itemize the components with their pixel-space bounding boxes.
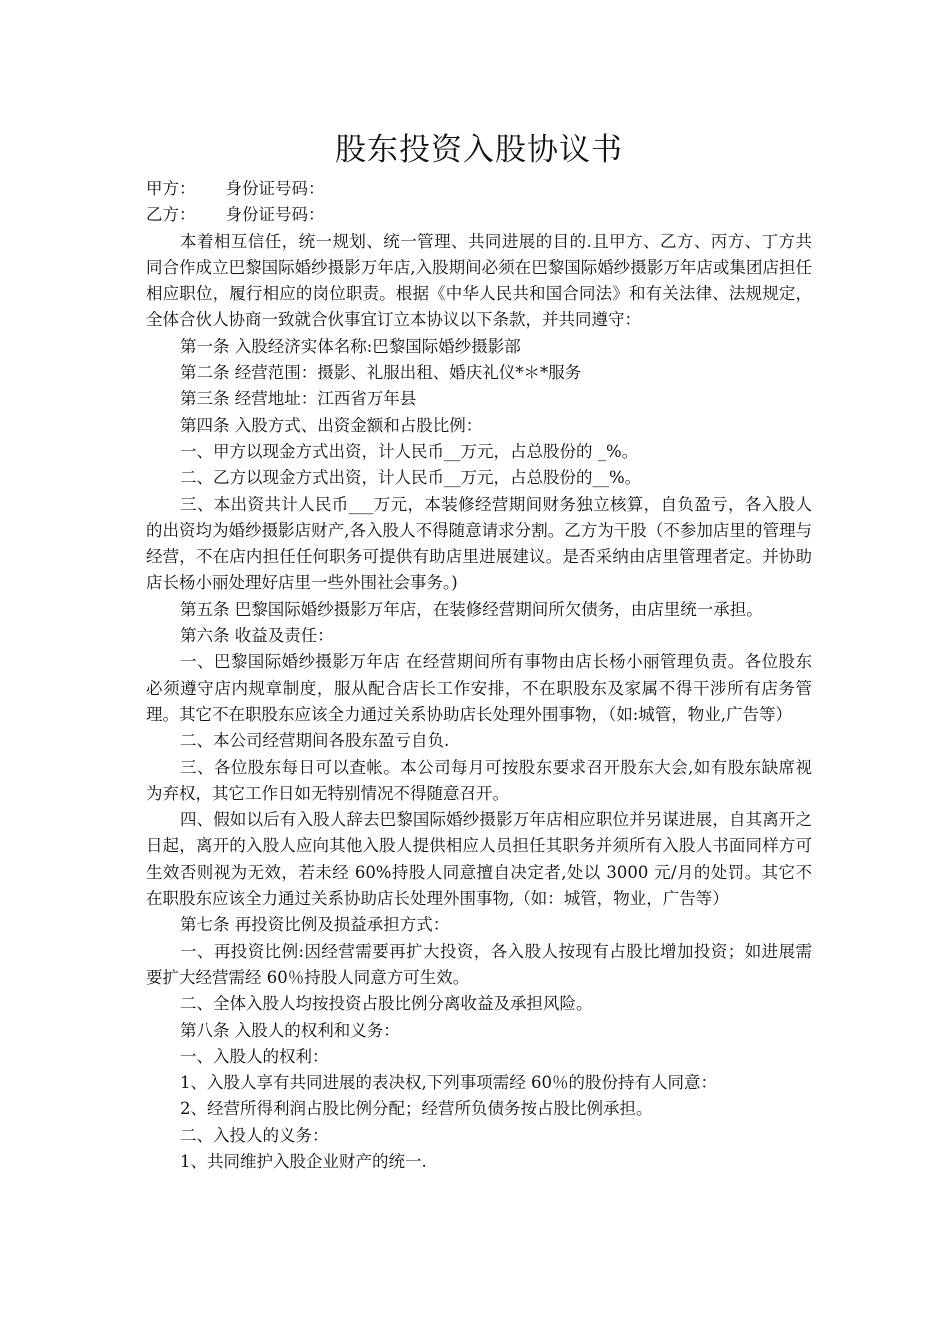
paragraph: 第四条 入股方式、出资金额和占股比例： bbox=[180, 415, 483, 435]
paragraph: 一、入股人的权利： bbox=[180, 1046, 329, 1066]
paragraph: 二、全体入股人均按投资占股比例分离收益及承担风险。 bbox=[180, 994, 593, 1014]
paragraph: 第六条 收益及责任： bbox=[180, 626, 334, 646]
paragraph: 一、甲方以现金方式出资，计人民币__万元，占总股份的 _%。 bbox=[180, 441, 639, 461]
document-title: 股东投资入股协议书 bbox=[335, 132, 623, 168]
paragraph: 二、入投人的义务： bbox=[180, 1125, 329, 1145]
paragraph: 1、共同维护入股企业财产的统一. bbox=[180, 1151, 427, 1171]
paragraph: 1、入股人享有共同进展的表决权,下列事项需经 60％的股份持有人同意： bbox=[180, 1073, 717, 1093]
paragraph: 一、再投资比例:因经营需要再扩大投资，各入股人按现有占股比增加投资；如进展需要扩大经营需经 60％持股人同意方可生效。 bbox=[146, 941, 812, 987]
paragraph: 三、本出资共计人民币___万元，本装修经营期间财务独立核算，自负盈亏，各入股人的出资均为婚纱摄影店财产,各入股人不得随意请求分割。乙方为干股（不参加店里的管理与经营，不在店内担任任何职务可提供有助店里进展建议。是否采纳由店里管理者定。并协助店长杨小丽处理好店里一些外围社会事务。) bbox=[146, 494, 812, 593]
paragraph: 第五条 巴黎国际婚纱摄影万年店，在装修经营期间所欠债务，由店里统一承担。 bbox=[180, 599, 763, 619]
paragraph: 二、本公司经营期间各股东盈亏自负. bbox=[180, 731, 450, 751]
party-a-label: 甲方： bbox=[146, 179, 196, 198]
paragraph: 一、巴黎国际婚纱摄影万年店 在经营期间所有事物由店长杨小丽管理负责。各位股东必须遵守店内规章制度，服从配合店长工作安排，不在职股东及家属不得干涉所有店务管理。其它不在职股东应该全力通过关系协助店长处理外围事物，（如:城管，物业,广告等） bbox=[146, 652, 812, 724]
paragraph: 第八条 入股人的权利和义务： bbox=[180, 1020, 400, 1040]
party-b-id-label: 身份证号码： bbox=[225, 205, 325, 225]
paragraph: 本着相互信任，统一规划、统一管理、共同进展的目的.且甲方、乙方、丙方、丁方共同合作成立巴黎国际婚纱摄影万年店,入股期间必须在巴黎国际婚纱摄影万年店或集团店担任相应职位，履行相应的岗位职责。根据《中华人民共和国合同法》和有关法律、法规规定，全体合伙人协商一致就合伙事宜订立本协议以下条款，并共同遵守： bbox=[146, 231, 812, 330]
party-a-line bbox=[146, 176, 812, 202]
paragraph: 2、经营所得利润占股比例分配；经营所负债务按占股比例承担。 bbox=[180, 1099, 653, 1119]
paragraph: 三、各位股东每日可以查帐。本公司每月可按股东要求召开股东大会,如有股东缺席视为弃权，其它工作日如无特别情况不得随意召开。 bbox=[146, 757, 812, 803]
paragraph: 第二条 经营范围：摄影、礼服出租、婚庆礼仪*＊*服务 bbox=[180, 363, 582, 383]
party-b-label: 乙方： bbox=[146, 205, 196, 225]
paragraph: 第一条 入股经济实体名称:巴黎国际婚纱摄影部 bbox=[180, 336, 521, 356]
party-a-id-label: 身份证号码： bbox=[225, 179, 325, 198]
party-b-line bbox=[146, 202, 812, 228]
paragraph: 四、假如以后有入股人辞去巴黎国际婚纱摄影万年店相应职位并另谋进展，自其离开之日起，离开的入股人应向其他入股人提供相应人员担任其职务并须所有入股人书面同样方可生效否则视为无效，若未经 60%持股人同意擅自决定者,处以 3000 元/月的处罚。其它不在职股东应该全力通过关系协助店长处理外围事物,（如：城管，物业，广告等） bbox=[146, 810, 812, 909]
paragraph: 第七条 再投资比例及损益承担方式： bbox=[180, 915, 450, 935]
paragraph: 二、乙方以现金方式出资，计人民币__万元，占总股份的__%。 bbox=[180, 468, 642, 488]
paragraph: 第三条 经营地址：江西省万年县 bbox=[180, 389, 417, 409]
document-body bbox=[146, 176, 812, 1175]
